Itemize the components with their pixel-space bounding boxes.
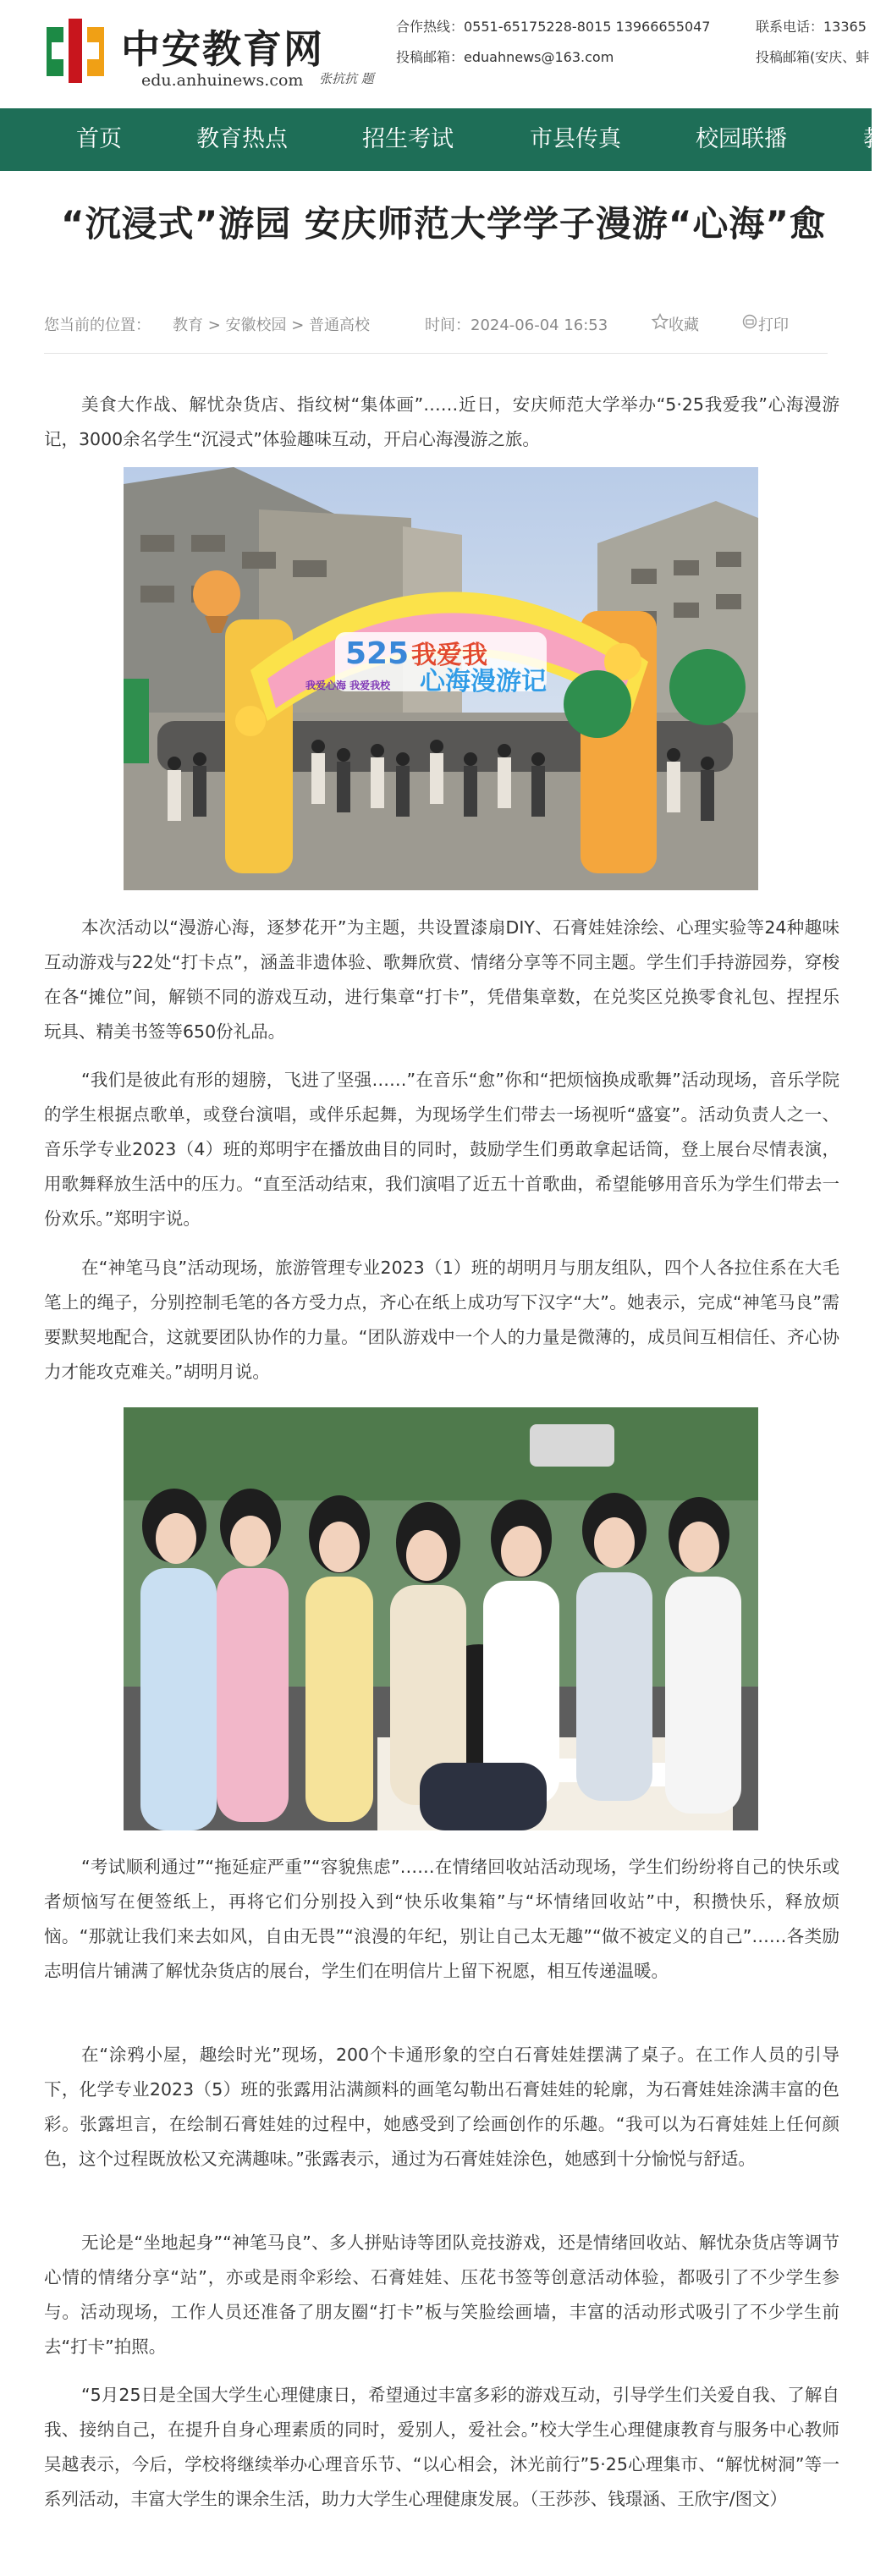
favorite-button[interactable]	[652, 313, 699, 334]
print-button[interactable]	[741, 313, 789, 334]
logo-signature: 张抗抗 题	[319, 71, 374, 86]
nav-item-home[interactable]: 首页	[76, 126, 122, 152]
print-label: 打印	[758, 316, 789, 334]
publish-time: 时间：2024-06-04 16:53	[425, 316, 608, 334]
site-logo[interactable]	[47, 12, 374, 96]
banner-text-525: 525	[345, 636, 410, 671]
article-paragraph-7: 无论是“坐地起身”“神笔马良”、多人拼贴诗等团队竞技游戏，还是情绪回收站、解忧杂货店等调节心情的情绪分享“站”，亦或是雨伞彩绘、石膏娃娃、压花书签等创意活动体验，都吸引了不少学生参与。活动现场，工作人员还准备了朋友圈“打卡”板与笑脸绘画墙，丰富的活动形式吸引了不少学生前去“打卡”拍照。	[44, 2232, 839, 2357]
breadcrumb-label: 您当前的位置：	[44, 316, 151, 334]
nav-item-exam[interactable]: 招生考试	[362, 126, 454, 152]
contact-email: 投稿邮箱：eduahnews@163.com	[396, 49, 614, 65]
contact-phone: 联系电话：13365	[756, 19, 867, 35]
print-icon	[741, 313, 758, 330]
nav-item-more[interactable]: 教	[863, 126, 886, 152]
article-paragraph-6: 在“涂鸦小屋，趣绘时光”现场，200个卡通形象的空白石膏娃娃摆满了桌子。在工作人员的引导下，化学专业2023（5）班的张露用沾满颜料的画笔勾勒出石膏娃娃的轮廓，为石膏娃娃涂满丰富的色彩。张露坦言，在绘制石膏娃娃的过程中，她感受到了绘画创作的乐趣。“我可以为石膏娃娃上任何颜色，这个过程既放松又充满趣味。”张露表示，通过为石膏娃娃涂色，她感到十分愉悦与舒适。	[44, 2045, 839, 2169]
breadcrumb[interactable]: 教育 > 安徽校园 > 普通高校	[173, 316, 371, 334]
contact-block	[396, 12, 711, 73]
favorite-label: 收藏	[669, 316, 699, 334]
logo-mark-icon	[47, 19, 113, 85]
contact-hotline: 合作热线：0551-65175228-8015 13966655047	[396, 19, 711, 35]
star-icon	[652, 313, 669, 330]
article-paragraph-8: “5月25日是全国大学生心理健康日，希望通过丰富多彩的游戏互动，引导学生们关爱自我、了解自我、接纳自己，在提升自身心理素质的同时，爱别人，爱社会。”校大学生心理健康教育与服务中心教师吴越表示，今后，学校将继续举办心理音乐节、“以心相会，沐光前行”5·25心理集市、“解忧树洞”等一系列活动，丰富大学生的课余生活，助力大学生心理健康发展。（王莎莎、钱璟涵、王欣宇/图文）	[44, 2385, 839, 2509]
festival-gate-illustration	[124, 467, 758, 890]
banner-text-sub: 我爱心海 我爱我校	[305, 680, 391, 691]
article-photo-2	[124, 1407, 758, 1830]
article-paragraph-5: “考试顺利通过”“拖延症严重”“容貌焦虑”……在情绪回收站活动现场，学生们纷纷将自己的快乐或者烦恼写在便签纸上，再将它们分别投入到“快乐收集箱”与“坏情绪回收站”中，积攒快乐，释放烦恼。“那就让我们来去如风，自由无畏”“浪漫的年纪，别让自己太无趣”“做不被定义的自己”……各类励志明信片铺满了解忧杂货店的展台，学生们在明信片上留下祝愿，相互传递温暖。	[44, 1857, 839, 1981]
students-stall-illustration	[124, 1407, 758, 1830]
nav-item-county[interactable]: 市县传真	[530, 126, 621, 152]
site-url: edu.anhuinews.com	[141, 71, 304, 90]
site-name: 中安教育网	[121, 26, 324, 72]
main-nav	[0, 108, 886, 171]
nav-item-campus[interactable]: 校园联播	[696, 126, 787, 152]
meta-divider	[44, 353, 828, 354]
article-paragraph-3: “我们是彼此有形的翅膀，飞进了坚强……”在音乐“愈”你和“把烦恼换成歌舞”活动现场，音乐学院的学生根据点歌单，或登台演唱，或伴乐起舞，为现场学生们带去一场视听“盛宴”。活动负责人之一、音乐学专业2023（4）班的郑明宇在播放曲目的同时，鼓励学生们勇敢拿起话筒，登上展台尽情表演，用歌舞释放生活中的压力。“直至活动结束，我们演唱了近五十首歌曲，希望能够用音乐为学生们带去一份欢乐。”郑明宇说。	[44, 1070, 839, 1229]
contact-block-2	[756, 12, 869, 73]
contact-email-2: 投稿邮箱(安庆、蚌	[756, 49, 870, 65]
article-paragraph-1: 美食大作战、解忧杂货店、指纹树“集体画”……近日，安庆师范大学举办“5·25我爱我”心海漫游记，3000余名学生“沉浸式”体验趣味互动，开启心海漫游之旅。	[44, 394, 839, 449]
article-photo-1	[124, 467, 758, 890]
site-header	[0, 0, 872, 108]
article-paragraph-4: 在“神笔马良”活动现场，旅游管理专业2023（1）班的胡明月与朋友组队，四个人各拉住系在大毛笔上的绳子，分别控制毛笔的各方受力点，齐心在纸上成功写下汉字“大”。她表示，完成“神笔马良”需要默契地配合，这就要团队协作的力量。“团队游戏中一个人的力量是微薄的，成员间互相信任、齐心协力才能攻克难关。”胡明月说。	[44, 1258, 839, 1382]
article-title: “沉浸式”游园 安庆师范大学学子漫游“心海”愈	[61, 203, 827, 245]
nav-item-hot[interactable]: 教育热点	[196, 126, 288, 152]
article-paragraph-2: 本次活动以“漫游心海，逐梦花开”为主题，共设置漆扇DIY、石膏娃娃涂绘、心理实验等24种趣味互动游戏与22处“打卡点”，涵盖非遗体验、歌舞欣赏、情绪分享等不同主题。学生们手持游园券，穿梭在各“摊位”间，解锁不同的游戏互动，进行集章“打卡”，凭借集章数，在兑奖区兑换零食礼包、捏捏乐玩具、精美书签等650份礼品。	[44, 917, 839, 1042]
banner-text-title: 心海漫游记	[420, 667, 547, 696]
banner-text-love: 我爱我	[411, 641, 487, 670]
